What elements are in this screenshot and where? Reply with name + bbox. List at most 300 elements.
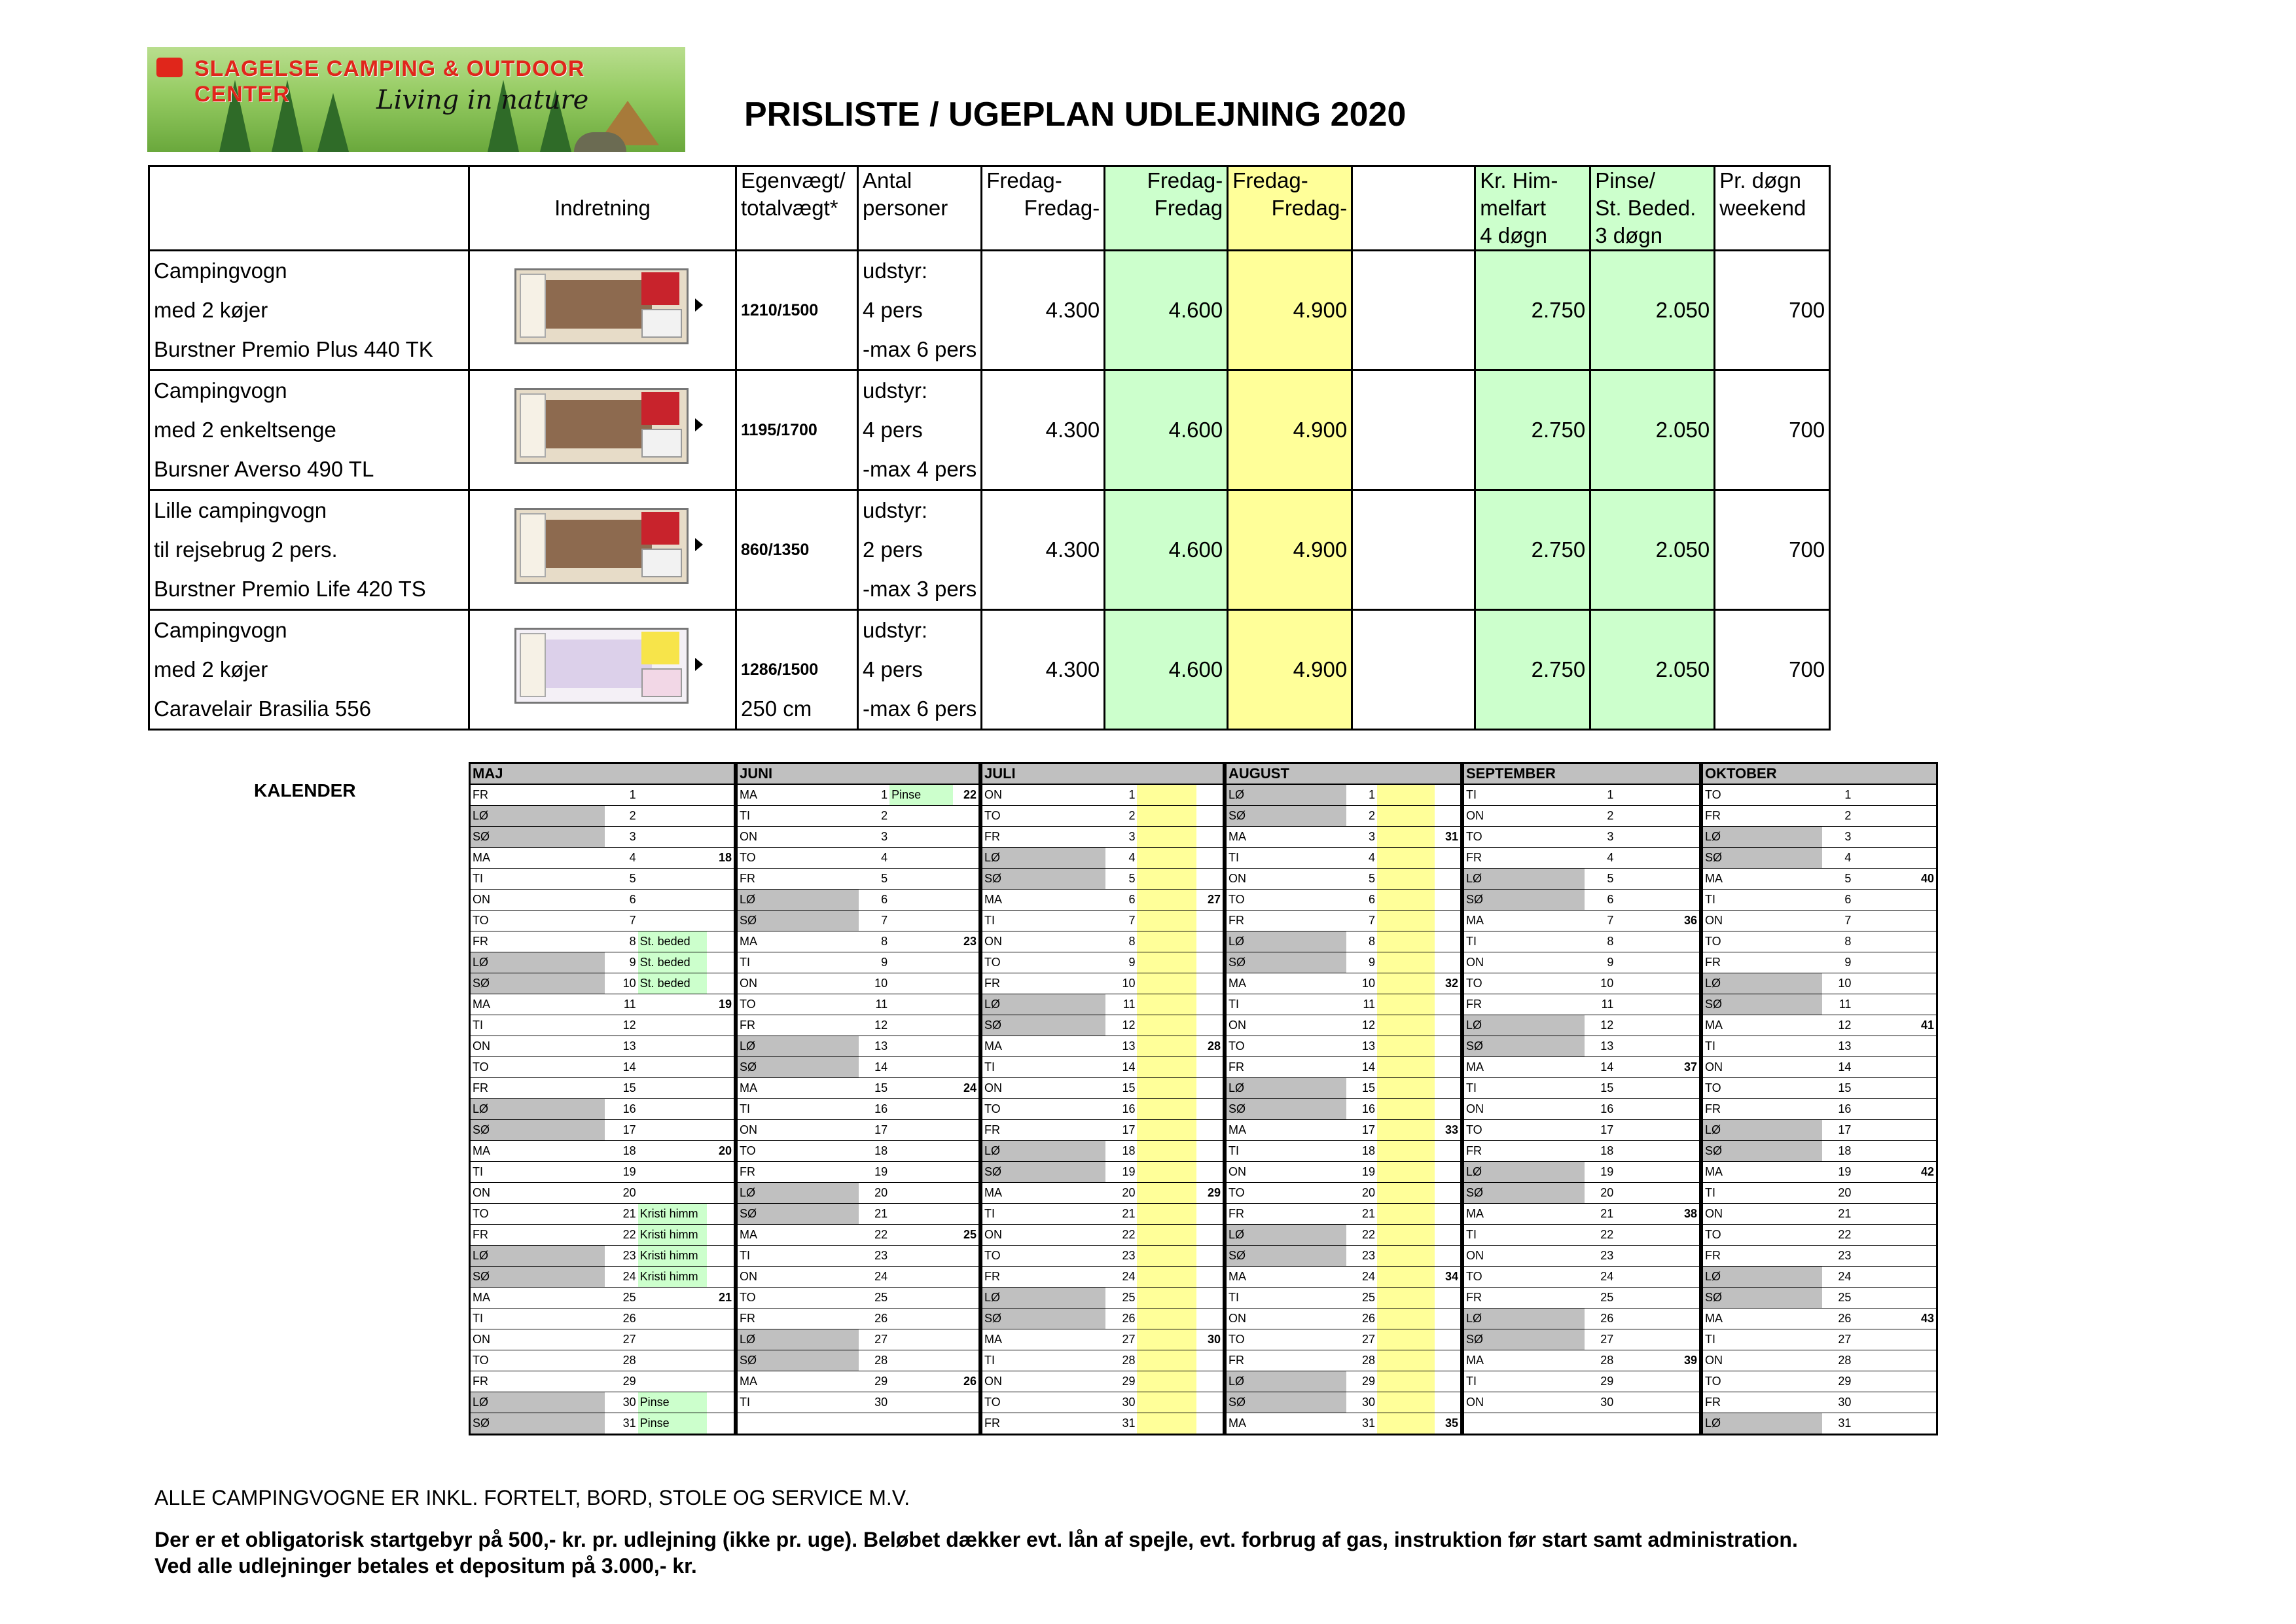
weekday: TI [1226, 848, 1346, 869]
week-number [1910, 1225, 1937, 1246]
day-number: 14 [1346, 1057, 1377, 1078]
holiday-note [1137, 1204, 1196, 1225]
footer-included: ALLE CAMPINGVOGNE ER INKL. FORTELT, BORD, STOLE OG SERVICE M.V. [154, 1486, 910, 1509]
holiday-note [1615, 952, 1673, 973]
day-number: 21 [859, 1204, 890, 1225]
weekday: SØ [737, 911, 859, 931]
calendar-day-row [470, 1413, 735, 1435]
persons-cell: udstyr: 4 pers -max 4 pers [858, 370, 982, 490]
week-number: 21 [707, 1288, 735, 1308]
weekday: SØ [1702, 848, 1823, 869]
week-number: 19 [707, 994, 735, 1015]
week-number [1674, 869, 1700, 890]
holiday-note [889, 1078, 953, 1099]
footer-startfee: Der er et obligatorisk startgebyr på 500,- kr. pr. udlejning (ikke pr. uge). Beløbet dækker evt. lån af spejle, evt. forbrug af gas, instruktion før start samt administration. [154, 1528, 1798, 1551]
week-number: 23 [953, 931, 980, 952]
week-number: 43 [1910, 1308, 1937, 1329]
calendar-day-row [1226, 806, 1462, 827]
day-number: 24 [1105, 1267, 1137, 1288]
day-number: 20 [1346, 1183, 1377, 1204]
weight-cell [736, 490, 858, 610]
price-kristi-himmelfart: 2.750 [1475, 610, 1590, 730]
logo-title: SLAGELSE CAMPING & OUTDOOR CENTER [194, 56, 585, 107]
week-number [1910, 973, 1937, 994]
day-number: 20 [605, 1183, 637, 1204]
holiday-note [1853, 1036, 1910, 1057]
calendar-day-row [1226, 1057, 1462, 1078]
calendar-day-row [737, 806, 980, 827]
day-number: 8 [605, 931, 637, 952]
week-number [707, 1413, 735, 1435]
day-number: 22 [1822, 1225, 1853, 1246]
week-number [1910, 1413, 1937, 1435]
week-number [953, 1015, 980, 1036]
day-number: 9 [1822, 952, 1853, 973]
holiday-note [1377, 1162, 1435, 1183]
week-number [707, 1036, 735, 1057]
day-number: 28 [605, 1350, 637, 1371]
price-fredag-1: 4.300 [982, 490, 1105, 610]
week-number [953, 1120, 980, 1141]
weekday: ON [1463, 1392, 1585, 1413]
day-number: 5 [605, 869, 637, 890]
calendar-day-row [1226, 1267, 1462, 1288]
weekday: SØ [737, 1057, 859, 1078]
calendar-day-row [1226, 848, 1462, 869]
week-number [1435, 1183, 1462, 1204]
holiday-note [638, 848, 707, 869]
day-number: 14 [859, 1057, 890, 1078]
week-number [1435, 1350, 1462, 1371]
holiday-note [638, 1141, 707, 1162]
day-number: 18 [1346, 1141, 1377, 1162]
holiday-note [1137, 890, 1196, 911]
holiday-note [889, 931, 953, 952]
week-number [1196, 1413, 1223, 1435]
calendar-day-row [1702, 1288, 1937, 1308]
calendar-day-row [1463, 1099, 1700, 1120]
holiday-note [1615, 1288, 1673, 1308]
day-number: 6 [1346, 890, 1377, 911]
calendar-day-row [470, 1329, 735, 1350]
calendar-day-row [982, 827, 1224, 848]
holiday-note [1853, 890, 1910, 911]
holiday-note [1615, 1413, 1673, 1435]
day-number: 13 [1346, 1036, 1377, 1057]
holiday-note [889, 1350, 953, 1371]
calendar-day-row [470, 1308, 735, 1329]
calendar-day-row [737, 1246, 980, 1267]
calendar-day-row [737, 1036, 980, 1057]
calendar-day-row [470, 1392, 735, 1413]
holiday-note [1137, 973, 1196, 994]
calendar-day-row [1702, 869, 1937, 890]
weekday: TI [737, 806, 859, 827]
weekday: MA [1702, 1162, 1823, 1183]
calendar-day-row [1226, 1183, 1462, 1204]
week-number: 41 [1910, 1015, 1937, 1036]
holiday-note [1377, 848, 1435, 869]
week-number [707, 869, 735, 890]
holiday-note [1377, 1183, 1435, 1204]
weekday: SØ [1702, 994, 1823, 1015]
day-number: 6 [1822, 890, 1853, 911]
weight-value: 860/1350 [741, 541, 810, 559]
calendar-day-row [470, 1099, 735, 1120]
weekday: TI [982, 1204, 1106, 1225]
week-number [1435, 1057, 1462, 1078]
week-number [953, 1246, 980, 1267]
week-number [1196, 827, 1223, 848]
holiday-note [1615, 1204, 1673, 1225]
weekday: TO [982, 806, 1106, 827]
day-number: 4 [1346, 848, 1377, 869]
price-kristi-himmelfart: 2.750 [1475, 251, 1590, 370]
header-fredag-1: Fredag- Fredag- [982, 166, 1105, 251]
holiday-note [1137, 784, 1196, 806]
weekday: LØ [1226, 931, 1346, 952]
weight-extra [741, 450, 853, 489]
header-persons: Antal personer [858, 166, 982, 251]
calendar-day-row [982, 1371, 1224, 1392]
week-number [953, 869, 980, 890]
day-number: 14 [1585, 1057, 1615, 1078]
day-number: 13 [859, 1036, 890, 1057]
weekday: ON [1702, 1204, 1823, 1225]
weekday: ON [1463, 1246, 1585, 1267]
day-number: 9 [605, 952, 637, 973]
week-number [1910, 1120, 1937, 1141]
price-fredag-3: 4.900 [1228, 370, 1352, 490]
day-number: 10 [1346, 973, 1377, 994]
week-number [1435, 1371, 1462, 1392]
day-number: 25 [859, 1288, 890, 1308]
weekday: LØ [470, 1246, 605, 1267]
weight-extra [741, 569, 853, 609]
calendar-day-row [1226, 1099, 1462, 1120]
week-number [707, 1162, 735, 1183]
week-number [1435, 869, 1462, 890]
week-number [953, 952, 980, 973]
holiday-note [1853, 848, 1910, 869]
holiday-note [1853, 973, 1910, 994]
calendar-day-row [1463, 869, 1700, 890]
calendar-day-row [737, 1225, 980, 1246]
week-number: 29 [1196, 1183, 1223, 1204]
calendar-day-row [737, 869, 980, 890]
week-number [1674, 1329, 1700, 1350]
week-number [707, 827, 735, 848]
week-number [953, 1036, 980, 1057]
weekday: LØ [470, 1099, 605, 1120]
day-number: 1 [1585, 784, 1615, 806]
camping-logo [147, 47, 685, 152]
week-number [707, 1099, 735, 1120]
calendar-day-row [470, 1183, 735, 1204]
logo-slogan: Living in nature [376, 85, 589, 115]
weekday: TI [1702, 890, 1823, 911]
week-number [953, 1099, 980, 1120]
week-number [1910, 931, 1937, 952]
weekday: TO [737, 1288, 859, 1308]
month-name: AUGUST [1226, 763, 1462, 785]
persons-cell: udstyr: 2 pers -max 3 pers [858, 490, 982, 610]
holiday-note [889, 1141, 953, 1162]
calendar-month-juni [736, 762, 980, 1435]
calendar-day-row [1702, 1099, 1937, 1120]
day-number: 17 [859, 1120, 890, 1141]
week-number [707, 1350, 735, 1371]
week-number [1910, 1183, 1937, 1204]
week-number [707, 952, 735, 973]
price-fredag-1: 4.300 [982, 610, 1105, 730]
week-number [707, 1267, 735, 1288]
weekday: MA [1226, 973, 1346, 994]
holiday-note: Kristi himm [638, 1225, 707, 1246]
holiday-note [1377, 931, 1435, 952]
holiday-note [1137, 1015, 1196, 1036]
calendar-day-row [470, 1162, 735, 1183]
persons-cell: udstyr: 4 pers -max 6 pers [858, 251, 982, 370]
calendar-day-row [1463, 848, 1700, 869]
week-number [1910, 1267, 1937, 1288]
calendar-day-row [1702, 1225, 1937, 1246]
calendar-day-row [1702, 1350, 1937, 1371]
calendar-day-row [737, 890, 980, 911]
week-number [707, 890, 735, 911]
day-number: 21 [1822, 1204, 1853, 1225]
price-weekend: 700 [1715, 610, 1830, 730]
weekday: TO [470, 1057, 605, 1078]
holiday-note [638, 1288, 707, 1308]
day-number: 13 [1585, 1036, 1615, 1057]
day-number: 15 [1822, 1078, 1853, 1099]
calendar-day-row [1702, 1162, 1937, 1183]
day-number: 29 [1822, 1371, 1853, 1392]
week-number [953, 994, 980, 1015]
weekday: LØ [982, 1288, 1106, 1308]
holiday-note [1137, 994, 1196, 1015]
holiday-note [1853, 1225, 1910, 1246]
week-number [1196, 1246, 1223, 1267]
holiday-note: St. beded [638, 952, 707, 973]
weekday: LØ [1226, 1078, 1346, 1099]
weight-extra [741, 330, 853, 369]
caravan-row [149, 610, 1830, 730]
week-number [1435, 1015, 1462, 1036]
week-number [707, 1204, 735, 1225]
holiday-note [1615, 806, 1673, 827]
holiday-note [1853, 1288, 1910, 1308]
week-number [1674, 1225, 1700, 1246]
holiday-note [1137, 1413, 1196, 1435]
calendar-day-row [737, 1267, 980, 1288]
day-number: 11 [605, 994, 637, 1015]
day-number: 10 [1585, 973, 1615, 994]
calendar-day-row [737, 1141, 980, 1162]
holiday-note [1615, 1015, 1673, 1036]
day-number: 27 [859, 1329, 890, 1350]
holiday-note [1615, 1078, 1673, 1099]
price-fredag-3: 4.900 [1228, 490, 1352, 610]
holiday-note [1615, 1036, 1673, 1057]
week-number [707, 1329, 735, 1350]
weekday: TO [470, 1204, 605, 1225]
weekday: SØ [1226, 806, 1346, 827]
calendar-day-row [737, 1078, 980, 1099]
week-number [1435, 931, 1462, 952]
day-number: 2 [1346, 806, 1377, 827]
week-number: 36 [1674, 911, 1700, 931]
weekday: ON [737, 827, 859, 848]
weekday: SØ [1702, 1141, 1823, 1162]
day-number: 24 [859, 1267, 890, 1288]
holiday-note: Kristi himm [638, 1267, 707, 1288]
calendar-day-row [1463, 1371, 1700, 1392]
day-number: 30 [1822, 1392, 1853, 1413]
weekday: MA [470, 1141, 605, 1162]
weight-value: 1210/1500 [741, 301, 819, 319]
calendar-day-row [737, 1329, 980, 1350]
price-pinse: 2.050 [1590, 610, 1715, 730]
weekday: SØ [737, 1204, 859, 1225]
calendar-day-row [982, 1350, 1224, 1371]
week-number [1674, 952, 1700, 973]
day-number: 4 [1822, 848, 1853, 869]
week-number [1674, 1183, 1700, 1204]
holiday-note [1615, 973, 1673, 994]
holiday-note [638, 1329, 707, 1350]
price-fredag-2: 4.600 [1105, 610, 1228, 730]
day-number: 13 [605, 1036, 637, 1057]
weekday: TO [1702, 1371, 1823, 1392]
calendar-day-row [1463, 784, 1700, 806]
calendar-day-row [1702, 1183, 1937, 1204]
day-number: 20 [1822, 1183, 1853, 1204]
calendar-day-row [982, 1225, 1224, 1246]
weekday: FR [982, 827, 1106, 848]
week-number [1674, 1078, 1700, 1099]
calendar-day-row [470, 869, 735, 890]
week-number [1674, 1162, 1700, 1183]
day-number: 30 [1585, 1392, 1615, 1413]
week-number [953, 1288, 980, 1308]
week-number [953, 1329, 980, 1350]
holiday-note [1615, 890, 1673, 911]
price-fredag-2: 4.600 [1105, 490, 1228, 610]
day-number: 13 [1105, 1036, 1137, 1057]
week-number [707, 1246, 735, 1267]
holiday-note [1137, 1308, 1196, 1329]
weekday: MA [1702, 1015, 1823, 1036]
week-number [1435, 1141, 1462, 1162]
calendar-day-row [1702, 1246, 1937, 1267]
calendar-day-row [470, 911, 735, 931]
weekday: LØ [982, 1141, 1106, 1162]
calendar-day-row [982, 1120, 1224, 1141]
weekday: TI [470, 1162, 605, 1183]
weekday: SØ [1702, 1288, 1823, 1308]
day-number: 11 [1346, 994, 1377, 1015]
day-number: 27 [1105, 1329, 1137, 1350]
weekday: TI [470, 1015, 605, 1036]
weekday: LØ [470, 806, 605, 827]
holiday-note [1377, 1057, 1435, 1078]
calendar-day-row [1226, 952, 1462, 973]
weekday: MA [982, 890, 1106, 911]
floorplan-image [469, 251, 736, 370]
holiday-note [1377, 1413, 1435, 1435]
day-number: 20 [1585, 1183, 1615, 1204]
calendar-day-row [982, 1036, 1224, 1057]
day-number [1585, 1413, 1615, 1435]
weekday: TI [1702, 1183, 1823, 1204]
day-number: 30 [1105, 1392, 1137, 1413]
day-number: 28 [1105, 1350, 1137, 1371]
day-number: 15 [605, 1078, 637, 1099]
weekday: FR [1702, 1099, 1823, 1120]
week-number [1674, 1267, 1700, 1288]
price-fredag-1: 4.300 [982, 370, 1105, 490]
weekday: SØ [737, 1350, 859, 1371]
calendar-day-row [1463, 1392, 1700, 1413]
day-number: 9 [1585, 952, 1615, 973]
week-number: 40 [1910, 869, 1937, 890]
calendar-day-row [982, 1015, 1224, 1036]
day-number: 2 [1105, 806, 1137, 827]
week-number [1674, 1413, 1700, 1435]
calendar-day-row [470, 1204, 735, 1225]
holiday-note [1377, 1308, 1435, 1329]
caravan-row [149, 251, 1830, 370]
header-pinse: Pinse/ St. Beded. 3 døgn [1590, 166, 1715, 251]
day-number: 2 [605, 806, 637, 827]
calendar-day-row [1702, 952, 1937, 973]
day-number: 19 [1822, 1162, 1853, 1183]
calendar-day-row [1702, 1392, 1937, 1413]
day-number: 4 [1105, 848, 1137, 869]
day-number: 12 [1585, 1015, 1615, 1036]
weekday: LØ [1226, 1225, 1346, 1246]
calendar-day-row [982, 994, 1224, 1015]
week-number [953, 848, 980, 869]
week-number [1196, 1099, 1223, 1120]
holiday-note [1377, 1246, 1435, 1267]
holiday-note [889, 952, 953, 973]
calendar-day-row [1226, 1141, 1462, 1162]
calendar-day-row [1463, 1329, 1700, 1350]
week-number [707, 973, 735, 994]
calendar-day-row [982, 869, 1224, 890]
day-number: 7 [1105, 911, 1137, 931]
calendar-day-row [1463, 1183, 1700, 1204]
week-number [1674, 784, 1700, 806]
holiday-note [1137, 911, 1196, 931]
weekday: FR [470, 931, 605, 952]
holiday-note [638, 1371, 707, 1392]
holiday-note [1853, 1204, 1910, 1225]
weekday: LØ [737, 890, 859, 911]
holiday-note [1377, 827, 1435, 848]
week-number [707, 1225, 735, 1246]
week-number: 26 [953, 1371, 980, 1392]
holiday-note [1377, 1099, 1435, 1120]
weekday: FR [1702, 952, 1823, 973]
holiday-note [1615, 1099, 1673, 1120]
day-number: 19 [1585, 1162, 1615, 1183]
weekday: LØ [470, 1392, 605, 1413]
holiday-note [1853, 1267, 1910, 1288]
